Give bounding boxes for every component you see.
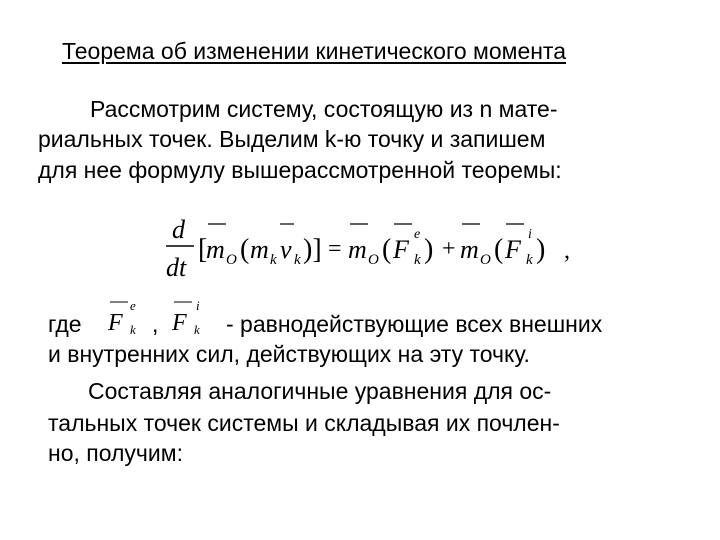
formula-F-i-sup: i — [528, 227, 532, 242]
formula-v: v — [280, 235, 292, 264]
formula-lparen1: ( — [240, 234, 250, 265]
paragraph3-line1: Составляя аналогичные уравнения для ос- — [88, 378, 552, 404]
paragraph2-where: где — [48, 311, 82, 337]
paragraph2-line2: и внутренних сил, действующих на эту точку. — [48, 341, 530, 367]
formula-v-sub: k — [294, 252, 301, 268]
formula-O1: O — [226, 252, 237, 268]
kinetic-moment-formula — [160, 200, 600, 290]
formula-O3: O — [480, 252, 491, 268]
formula-equals: = — [328, 236, 342, 262]
inline-F-i-sup: i — [196, 298, 200, 313]
paragraph3-line2: тальных точек системы и складывая их почлен- — [48, 410, 560, 436]
formula-O2: O — [368, 252, 379, 268]
formula-m2: m — [348, 235, 367, 264]
formula-F-e-sub: k — [414, 252, 421, 268]
paragraph1-line1: Рассмотрим систему, состоящую из n мате- — [90, 96, 558, 122]
formula-mk-sub: k — [270, 252, 277, 268]
inline-force-internal — [170, 294, 214, 338]
formula-lparen3: ( — [494, 234, 504, 265]
formula-lbracket: [ — [198, 234, 208, 265]
formula-dt: dt — [166, 253, 187, 282]
paragraph1-line2: риальных точек. Выделим k-ю точку и запишем — [38, 126, 546, 152]
formula-d: d — [172, 215, 185, 244]
paragraph1-line3: для нее формулу вышерассмотренной теоремы: — [38, 157, 562, 183]
formula-F-e: F — [393, 235, 409, 264]
formula-m3: m — [460, 235, 479, 264]
formula-close1: )] — [303, 234, 322, 265]
formula-F-i: F — [505, 235, 521, 264]
inline-F-e: F — [108, 310, 123, 336]
inline-F-i-sub: k — [194, 322, 200, 337]
inline-F-e-sub: k — [130, 322, 136, 337]
inline-F-i: F — [172, 310, 187, 336]
inline-force-external — [106, 294, 150, 338]
formula-rparen2: ) — [424, 234, 434, 265]
formula-F-e-sup: e — [414, 227, 421, 242]
formula-comma: , — [564, 238, 570, 264]
formula-plus: + — [442, 236, 456, 262]
formula-mk: m — [250, 235, 269, 264]
formula-lparen2: ( — [382, 234, 392, 265]
paragraph3-line3: но, получим: — [48, 440, 183, 466]
slide-title: Теорема об изменении кинетического момента — [62, 38, 567, 64]
formula-m1: m — [206, 235, 225, 264]
paragraph2-line1-rest: - равнодействующие всех внешних — [226, 311, 603, 337]
formula-F-i-sub: k — [526, 252, 533, 268]
inline-F-e-sup: e — [130, 298, 136, 313]
paragraph2-comma: , — [152, 311, 159, 337]
formula-rparen3: ) — [536, 234, 546, 265]
